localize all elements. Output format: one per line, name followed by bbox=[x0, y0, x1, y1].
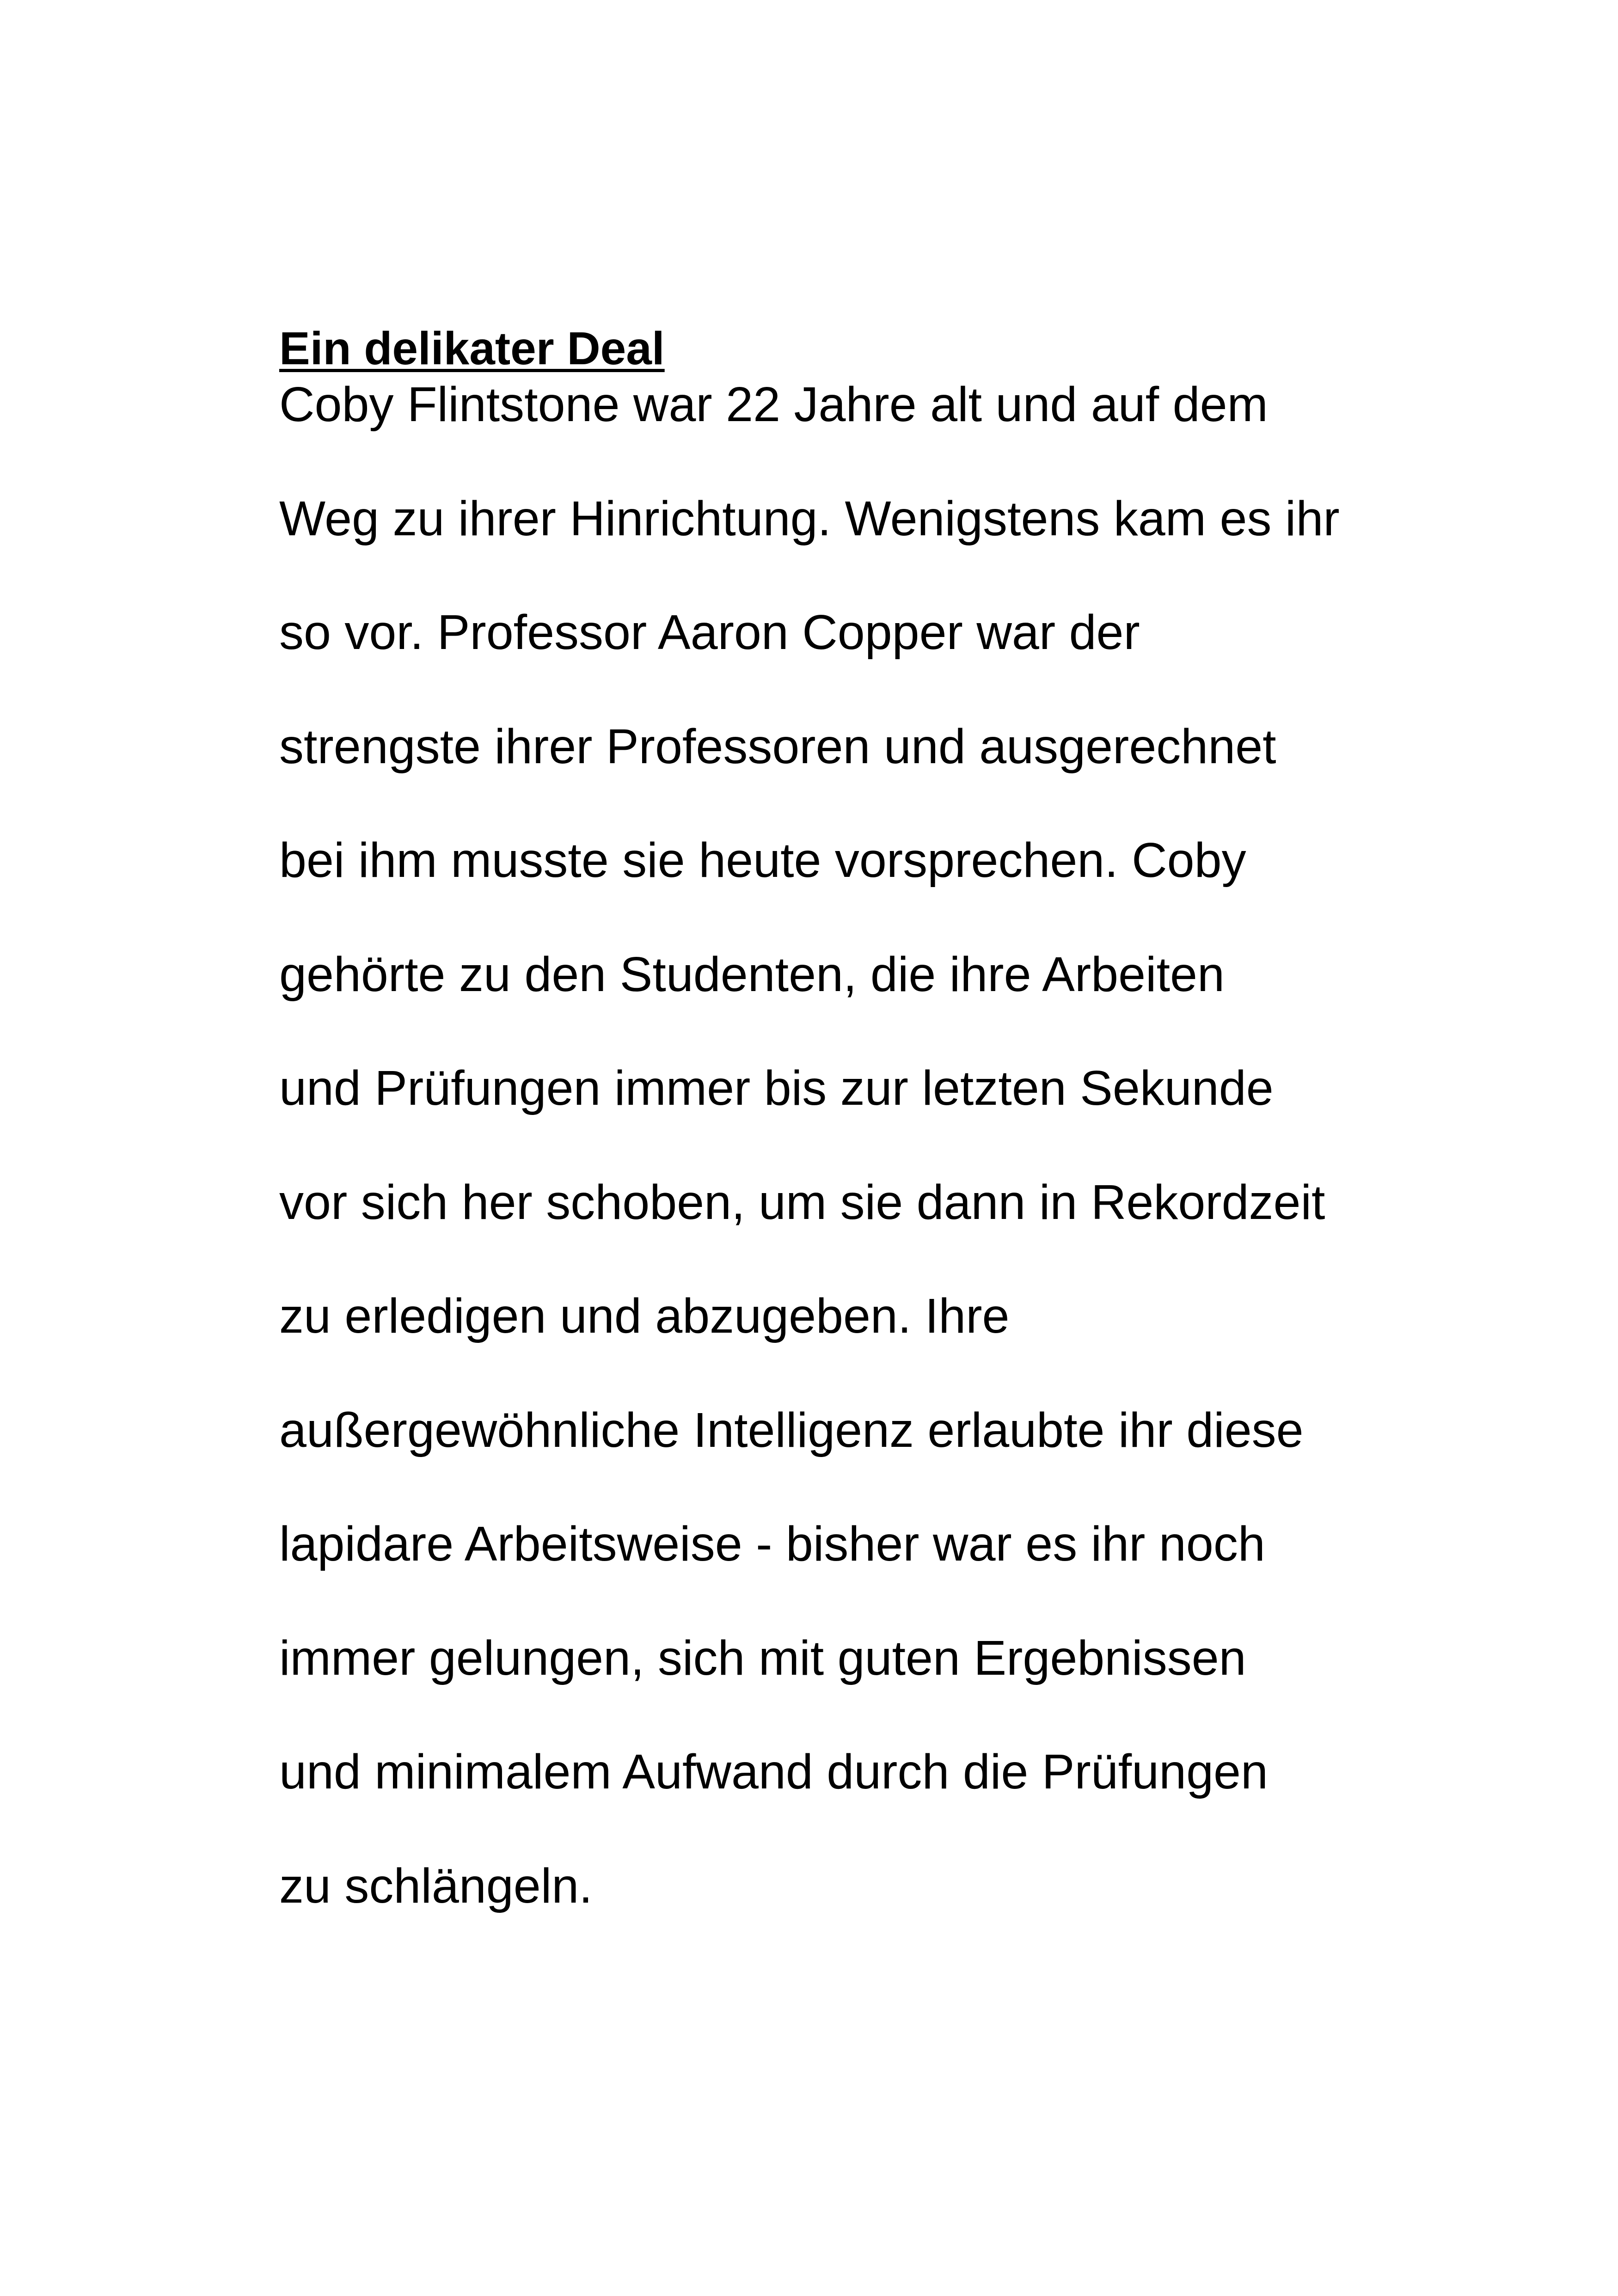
body-line: Coby Flintstone war 22 Jahre alt und auf dem bbox=[279, 377, 1268, 432]
body-line: außergewöhnliche Intelligenz erlaubte ihr diese bbox=[279, 1402, 1304, 1457]
body-line: so vor. Professor Aaron Copper war der bbox=[279, 605, 1140, 660]
body-line: zu erledigen und abzugeben. Ihre bbox=[279, 1289, 1010, 1343]
body-line: zu schlängeln. bbox=[279, 1858, 593, 1913]
body-line: lapidare Arbeitsweise - bisher war es ihr noch bbox=[279, 1517, 1265, 1571]
body-line: vor sich her schoben, um sie dann in Rekordzeit bbox=[279, 1175, 1325, 1230]
body-line: bei ihm musste sie heute vorsprechen. Coby bbox=[279, 833, 1246, 888]
body-line: Weg zu ihrer Hinrichtung. Wenigstens kam es ihr bbox=[279, 491, 1340, 546]
body-line: immer gelungen, sich mit guten Ergebnissen bbox=[279, 1630, 1246, 1685]
body-line: strengste ihrer Professoren und ausgerechnet bbox=[279, 719, 1276, 774]
document-title: Ein delikater Deal bbox=[279, 323, 665, 374]
story-body bbox=[279, 348, 1574, 1943]
body-line: und Prüfungen immer bis zur letzten Sekunde bbox=[279, 1061, 1274, 1115]
body-line: und minimalem Aufwand durch die Prüfungen bbox=[279, 1745, 1268, 1799]
body-line: gehörte zu den Studenten, die ihre Arbeiten bbox=[279, 947, 1225, 1002]
